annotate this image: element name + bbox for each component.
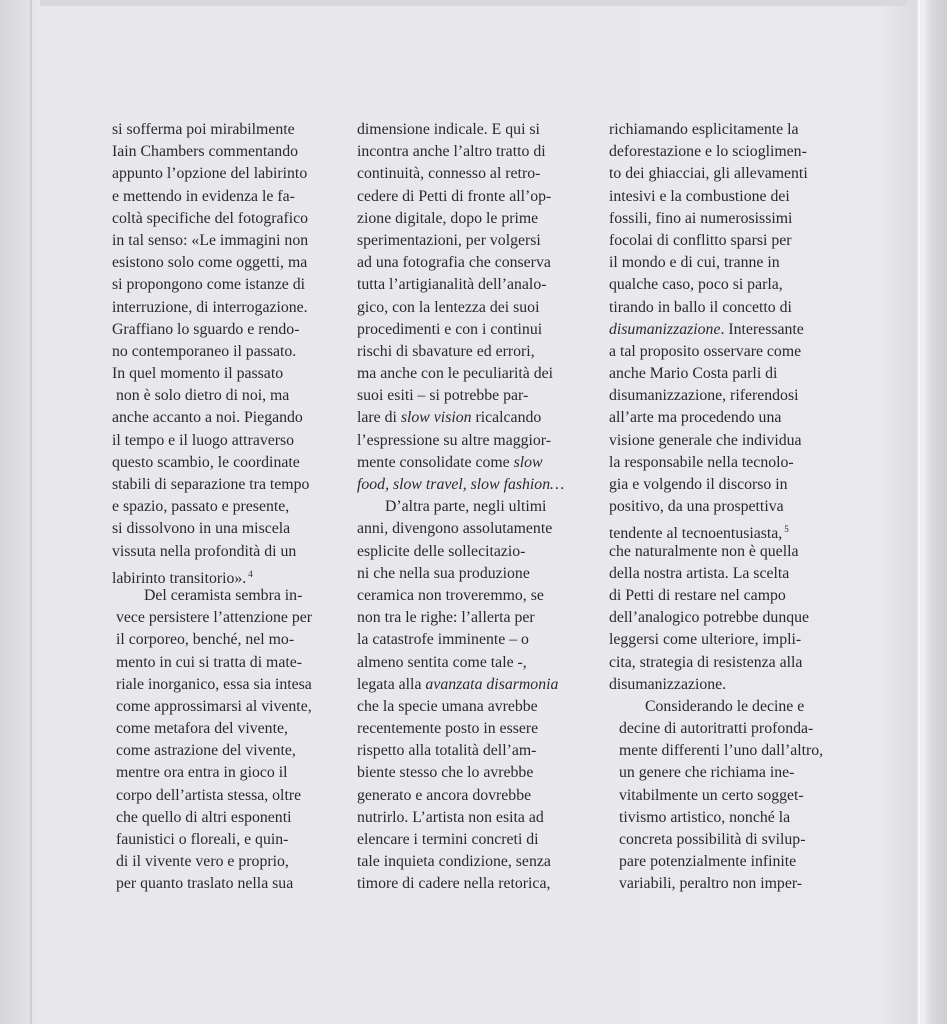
- text-line: [609, 452, 857, 474]
- text-line: [112, 208, 360, 230]
- text-line: [112, 341, 360, 363]
- text-line: [112, 563, 360, 585]
- text-span: in tal senso: «Le immagini non: [112, 231, 309, 249]
- text-line: [609, 807, 857, 829]
- text-span: si dissolvono in una miscela: [112, 520, 291, 538]
- text-span: tirando in ballo il concetto di: [609, 298, 792, 316]
- text-line: [609, 762, 857, 784]
- text-line: [112, 363, 360, 385]
- text-line: [357, 740, 605, 762]
- text-span: tutta l’artigianalità dell’analo-: [357, 276, 547, 294]
- text-line: [112, 607, 360, 629]
- text-line: [357, 274, 605, 296]
- text-line: [357, 363, 605, 385]
- text-line: [609, 186, 857, 208]
- text-line: [112, 407, 360, 429]
- text-span: Considerando le decine e: [645, 697, 805, 715]
- text-line: [112, 807, 360, 829]
- text-span: anche Mario Costa parli di: [609, 365, 778, 383]
- text-span: deforestazione e lo scioglimen-: [609, 143, 807, 161]
- text-line: [357, 163, 605, 185]
- text-span: timore di cadere nella retorica,: [357, 875, 551, 893]
- text-span: mentre ora entra in gioco il: [116, 764, 288, 782]
- text-line: [357, 563, 605, 585]
- text-span: il mondo e di cui, tranne in: [609, 254, 780, 272]
- text-span: esistono solo come oggetti, ma: [112, 254, 308, 272]
- text-span: questo scambio, le coordinate: [112, 453, 300, 471]
- text-span: leggersi come ulteriore, impli-: [609, 631, 802, 649]
- text-span: anni, divengono assolutamente: [357, 520, 553, 538]
- text-line: [112, 274, 360, 296]
- text-line: [357, 541, 605, 563]
- text-line: [357, 407, 605, 429]
- text-span: riale inorganico, essa sia intesa: [116, 675, 312, 693]
- footnote-marker: 4: [248, 568, 253, 579]
- text-span: almeno sentita come tale -,: [357, 653, 527, 671]
- text-line: [609, 363, 857, 385]
- text-span: ni che nella sua produzione: [357, 564, 530, 582]
- text-line: [112, 230, 360, 252]
- text-span: stabili di separazione tra tempo: [112, 476, 310, 493]
- text-span: vissuta nella profondità di un: [112, 542, 297, 560]
- text-line: [357, 718, 605, 740]
- text-line: [609, 496, 857, 518]
- text-span: la catastrofe imminente – o: [357, 631, 529, 649]
- text-span: sperimentazioni, per volgersi: [357, 231, 541, 249]
- text-line: [112, 696, 360, 718]
- text-span: a tal proposito osservare come: [609, 342, 802, 360]
- text-line: [112, 430, 360, 452]
- text-line: [609, 407, 857, 429]
- text-span: cita, strategia di resistenza alla: [609, 653, 803, 671]
- text-span: dell’analogico potrebbe dunque: [609, 609, 810, 627]
- text-span: non è solo dietro di noi, ma: [116, 387, 290, 405]
- text-line: [609, 696, 857, 718]
- text-line: [609, 208, 857, 230]
- text-column-middle: [357, 119, 605, 896]
- text-line: [112, 629, 360, 651]
- text-line: [357, 629, 605, 651]
- text-line: [609, 385, 857, 407]
- text-span: corpo dell’artista stessa, oltre: [116, 786, 302, 804]
- text-line: [112, 718, 360, 740]
- text-line: [112, 119, 360, 141]
- text-span: . Interessante: [720, 320, 804, 338]
- text-span: ceramica non troveremmo, se: [357, 586, 544, 604]
- text-line: [357, 141, 605, 163]
- text-span: si sofferma poi mirabilmente: [112, 121, 295, 138]
- text-span: un genere che richiama ine-: [619, 764, 795, 782]
- text-span: faunistici o floreali, e quin-: [116, 831, 289, 848]
- text-line: [357, 496, 605, 518]
- text-span: come metafora del vivente,: [116, 720, 288, 738]
- text-span: rispetto alla totalità dell’am-: [357, 742, 537, 760]
- text-line: [112, 785, 360, 807]
- text-span: disumanizzazione.: [609, 675, 727, 693]
- text-line: [609, 873, 857, 895]
- text-span: decine di autoritratti profonda-: [619, 720, 814, 738]
- text-span: interruzione, di interrogazione.: [112, 298, 308, 316]
- text-span: recentemente posto in essere: [357, 720, 539, 738]
- text-span: zione digitale, dopo le prime: [357, 209, 539, 227]
- text-line: [609, 297, 857, 319]
- text-line: [609, 674, 857, 696]
- text-span: Iain Chambers commentando: [112, 143, 298, 161]
- text-line: [609, 718, 857, 740]
- text-line: [357, 430, 605, 452]
- text-span: della nostra artista. La scelta: [609, 564, 790, 582]
- text-line: [357, 696, 605, 718]
- text-line: [112, 652, 360, 674]
- text-line: [609, 274, 857, 296]
- text-span: visione generale che individua: [609, 431, 802, 449]
- text-span: focolai di conflitto sparsi per: [609, 231, 792, 249]
- text-span: esplicite delle sollecitazio-: [357, 542, 526, 560]
- text-line: [357, 851, 605, 873]
- text-line: [357, 829, 605, 851]
- text-span: positivo, da una prospettiva: [609, 498, 784, 516]
- text-span: qualche caso, poco si parla,: [609, 276, 783, 294]
- text-span: coltà specifiche del fotografico: [112, 209, 309, 227]
- italic-text: slow: [513, 453, 543, 471]
- text-span: cedere di Petti di fronte all’op-: [357, 187, 552, 205]
- text-span: elencare i termini concreti di: [357, 831, 539, 848]
- text-span: ricalcando: [475, 409, 542, 427]
- text-span: che naturalmente non è quella: [609, 542, 799, 560]
- text-span: tivismo artistico, nonché la: [619, 808, 791, 826]
- text-line: [609, 607, 857, 629]
- text-span: e mettendo in evidenza le fa-: [112, 187, 295, 205]
- text-span: gia e volgendo il discorso in: [609, 476, 788, 493]
- text-line: [357, 186, 605, 208]
- text-line: [357, 873, 605, 895]
- text-line: [112, 829, 360, 851]
- text-line: [609, 563, 857, 585]
- text-span: generato e ancora dovrebbe: [357, 786, 532, 804]
- footnote-marker: 5: [784, 524, 789, 535]
- text-span: suoi esiti – si potrebbe par-: [357, 387, 529, 405]
- text-line: [357, 297, 605, 319]
- text-span: tale inquieta condizione, senza: [357, 853, 551, 871]
- text-span: ad una fotografia che conserva: [357, 254, 551, 272]
- text-span: la responsabile nella tecnolo-: [609, 453, 794, 471]
- text-line: [357, 341, 605, 363]
- text-line: [112, 873, 360, 895]
- text-span: vitabilmente un certo sogget-: [619, 786, 804, 804]
- text-line: [357, 252, 605, 274]
- text-line: [357, 762, 605, 784]
- text-line: [609, 629, 857, 651]
- text-line: [609, 252, 857, 274]
- text-line: [357, 230, 605, 252]
- text-line: [112, 674, 360, 696]
- text-span: In quel momento il passato: [112, 365, 284, 383]
- text-span: vece persistere l’attenzione per: [116, 609, 313, 627]
- text-line: [112, 740, 360, 762]
- text-span: procedimenti e con i continui: [357, 320, 543, 338]
- text-span: intesivi e la combustione dei: [609, 187, 790, 205]
- text-line: [357, 452, 605, 474]
- text-line: [609, 474, 857, 496]
- text-line: [609, 541, 857, 563]
- text-span: tendente al tecnoentusiasta,: [609, 525, 783, 543]
- text-line: [112, 851, 360, 873]
- text-span: si propongono come istanze di: [112, 276, 306, 294]
- text-span: concreta possibilità di svilup-: [619, 831, 806, 848]
- text-line: [357, 585, 605, 607]
- text-line: [112, 319, 360, 341]
- text-line: [112, 541, 360, 563]
- text-line: [609, 652, 857, 674]
- text-span: mento in cui si tratta di mate-: [116, 653, 302, 671]
- text-span: lare di: [357, 409, 397, 427]
- text-span: richiamando esplicitamente la: [609, 121, 799, 138]
- text-line: [112, 585, 360, 607]
- text-line: [112, 452, 360, 474]
- text-line: [357, 474, 605, 496]
- page-right-edge: [918, 0, 920, 1024]
- text-line: [357, 518, 605, 540]
- text-span: fossili, fino ai numerosissimi: [609, 209, 793, 227]
- text-span: di il vivente vero e proprio,: [116, 853, 289, 871]
- text-line: [357, 119, 605, 141]
- page-top-edge: [40, 0, 907, 6]
- text-line: [112, 163, 360, 185]
- italic-text: avanzata disarmonia: [425, 675, 559, 693]
- text-line: [357, 674, 605, 696]
- text-line: [112, 252, 360, 274]
- text-line: [357, 652, 605, 674]
- text-span: di Petti di restare nel campo: [609, 586, 786, 604]
- text-line: [609, 119, 857, 141]
- text-span: Del ceramista sembra in-: [144, 586, 303, 604]
- text-span: mente differenti l’uno dall’altro,: [619, 742, 824, 760]
- text-span: biente stesso che lo avrebbe: [357, 764, 534, 782]
- page-left-edge: [30, 0, 32, 1024]
- text-line: [609, 851, 857, 873]
- text-line: [609, 740, 857, 762]
- text-line: [112, 186, 360, 208]
- text-line: [112, 518, 360, 540]
- text-line: [609, 785, 857, 807]
- text-line: [609, 141, 857, 163]
- italic-text: disumanizzazione: [609, 320, 721, 338]
- text-line: [609, 319, 857, 341]
- text-span: non tra le righe: l’allerta per: [357, 609, 535, 627]
- text-column-left: [112, 119, 360, 896]
- text-span: incontra anche l’altro tratto di: [357, 143, 546, 161]
- text-span: appunto l’opzione del labirinto: [112, 165, 308, 183]
- text-line: [357, 785, 605, 807]
- text-span: labirinto transitorio».: [112, 569, 247, 587]
- text-line: [609, 341, 857, 363]
- text-span: per quanto traslato nella sua: [116, 875, 294, 893]
- text-span: rischi di sbavature ed errori,: [357, 342, 535, 360]
- text-span: gico, con la lentezza dei suoi: [357, 298, 540, 316]
- text-line: [357, 319, 605, 341]
- text-span: variabili, peraltro non imper-: [619, 875, 803, 893]
- text-span: legata alla: [357, 675, 422, 693]
- text-span: all’arte ma procedendo una: [609, 409, 782, 427]
- text-line: [609, 430, 857, 452]
- text-span: che quello di altri esponenti: [116, 808, 292, 826]
- text-span: no contemporaneo il passato.: [112, 342, 297, 360]
- text-span: anche accanto a noi. Piegando: [112, 409, 303, 427]
- text-span: mente consolidate come: [357, 453, 510, 471]
- text-column-right: [609, 119, 857, 896]
- text-span: che la specie umana avrebbe: [357, 697, 538, 715]
- text-line: [357, 208, 605, 230]
- text-line: [357, 807, 605, 829]
- text-line: [112, 496, 360, 518]
- text-line: [609, 230, 857, 252]
- text-span: nutrirlo. L’artista non esita ad: [357, 808, 544, 826]
- text-span: come astrazione del vivente,: [116, 742, 296, 760]
- text-span: to dei ghiacciai, gli allevamenti: [609, 165, 808, 183]
- text-line: [112, 474, 360, 496]
- text-span: Graffiano lo sguardo e rendo-: [112, 320, 300, 338]
- italic-text: slow vision: [400, 409, 472, 427]
- text-line: [609, 163, 857, 185]
- text-line: [609, 518, 857, 543]
- text-span: come approssimarsi al vivente,: [116, 697, 312, 715]
- italic-text: food, slow travel, slow fashion…: [357, 476, 565, 493]
- text-span: pare potenzialmente infinite: [619, 853, 797, 871]
- text-span: continuità, connesso al retro-: [357, 165, 541, 183]
- text-line: [112, 762, 360, 784]
- text-line: [112, 141, 360, 163]
- text-span: D’altra parte, negli ultimi: [385, 498, 547, 516]
- text-span: disumanizzazione, riferendosi: [609, 387, 799, 405]
- text-span: dimensione indicale. E qui si: [357, 121, 540, 138]
- text-line: [609, 829, 857, 851]
- text-line: [357, 607, 605, 629]
- text-span: e spazio, passato e presente,: [112, 498, 290, 516]
- text-line: [357, 385, 605, 407]
- text-line: [112, 297, 360, 319]
- text-span: il corporeo, benché, nel mo-: [116, 631, 295, 649]
- text-line: [609, 585, 857, 607]
- text-span: ma anche con le peculiarità dei: [357, 365, 554, 383]
- text-line: [112, 385, 360, 407]
- text-span: il tempo e il luogo attraverso: [112, 431, 295, 449]
- text-span: l’espressione su altre maggior-: [357, 431, 552, 449]
